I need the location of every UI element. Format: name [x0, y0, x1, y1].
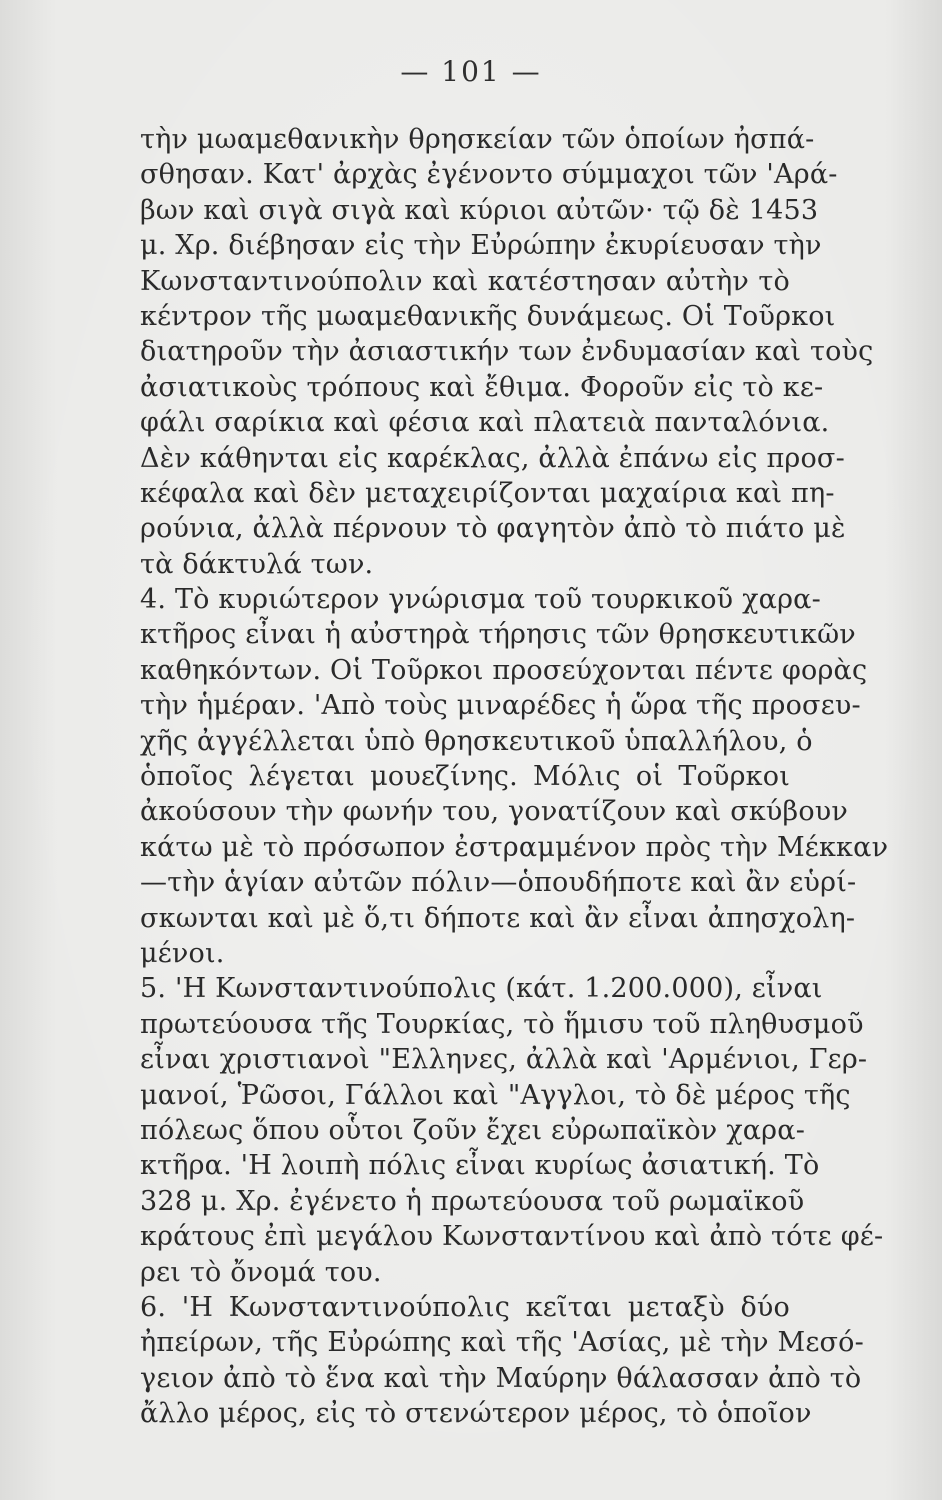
- text-line: τὴν ἡμέραν. 'Απὸ τοὺς μιναρέδες ἡ ὥρα τῆς προσευ-: [140, 690, 861, 722]
- text-line: κτῆρα. 'Η λοιπὴ πόλις εἶναι κυρίως ἀσιατική. Τὸ: [140, 1150, 820, 1182]
- text-line: φάλι σαρίκια καὶ φέσια καὶ πλατειὰ πανταλόνια.: [140, 407, 830, 439]
- text-line: Δὲν κάθηνται εἰς καρέκλας, ἀλλὰ ἐπάνω εἰς προσ-: [140, 442, 845, 474]
- text-line: χῆς ἀγγέλλεται ὑπὸ θρησκευτικοῦ ὑπαλλήλου, ὁ: [140, 725, 813, 757]
- text-line: ὁποῖος λέγεται μουεζίνης. Μόλις οἱ Τοῦρκοι: [140, 761, 790, 793]
- text-line: κράτους ἐπὶ μεγάλου Κωνσταντίνου καὶ ἀπὸ τότε φέ-: [140, 1221, 884, 1253]
- text-line: ἄλλο μέρος, εἰς τὸ στενώτερον μέρος, τὸ ὁποῖον: [140, 1398, 812, 1430]
- text-line: 4. Τὸ κυριώτερον γνώρισμα τοῦ τουρκικοῦ χαρα-: [140, 584, 821, 616]
- text-line: σκωνται καὶ μὲ ὅ,τι δήποτε καὶ ἂν εἶναι ἀπησχολη-: [140, 902, 856, 934]
- text-line: πόλεως ὅπου οὗτοι ζοῦν ἔχει εὐρωπαϊκὸν χαρα-: [140, 1114, 806, 1146]
- text-line: κέντρον τῆς μωαμεθανικῆς δυνάμεως. Οἱ Τοῦρκοι: [140, 300, 836, 332]
- text-line: 5. 'Η Κωνσταντινούπολις (κάτ. 1.200.000), εἶναι: [140, 973, 823, 1005]
- text-line: τὴν μωαμεθανικὴν θρησκείαν τῶν ὁποίων ἠσπά-: [140, 124, 815, 155]
- text-line: 6. 'Η Κωνσταντινούπολις κεῖται μεταξὺ δύο: [140, 1291, 790, 1323]
- text-line: ἀκούσουν τὴν φωνήν του, γονατίζουν καὶ σκύβουν: [140, 796, 849, 828]
- text-line: πρωτεύουσα τῆς Τουρκίας, τὸ ἥμισυ τοῦ πληθυσμοῦ: [140, 1008, 864, 1040]
- page-number: — 101 —: [400, 55, 542, 88]
- text-line: σθησαν. Κατ' ἀρχὰς ἐγένοντο σύμμαχοι τῶν 'Αρά-: [140, 159, 838, 191]
- text-line: —τὴν ἁγίαν αὐτῶν πόλιν—ὁπουδήποτε καὶ ἂν εὑρί-: [140, 867, 857, 899]
- text-line: γειον ἀπὸ τὸ ἕνα καὶ τὴν Μαύρην θάλασσαν ἀπὸ τὸ: [140, 1362, 862, 1394]
- text-line: καθηκόντων. Οἱ Τοῦρκοι προσεύχονται πέντε φορὰς: [140, 654, 868, 686]
- text-line: διατηροῦν τὴν ἀσιαστικήν των ἐνδυμασίαν καὶ τοὺς: [140, 336, 874, 368]
- text-line: μανοί, Ῥῶσοι, Γάλλοι καὶ "Αγγλοι, τὸ δὲ μέρος τῆς: [140, 1079, 851, 1111]
- text-line: ἀσιατικοὺς τρόπους καὶ ἔθιμα. Φοροῦν εἰς τὸ κε-: [140, 371, 824, 403]
- text-line: κτῆρος εἶναι ἡ αὐστηρὰ τήρησις τῶν θρησκευτικῶν: [140, 619, 856, 651]
- text-line: κάτω μὲ τὸ πρόσωπον ἐστραμμένον πρὸς τὴν Μέκκαν: [140, 831, 889, 863]
- text-line: μ. Χρ. διέβησαν εἰς τὴν Εὐρώπην ἐκυρίευσαν τὴν: [140, 230, 822, 262]
- text-line: ἠπείρων, τῆς Εὐρώπης καὶ τῆς 'Ασίας, μὲ τὴν Μεσό-: [140, 1327, 864, 1359]
- text-line: βων καὶ σιγὰ σιγὰ καὶ κύριοι αὐτῶν· τῷ δὲ 1453: [140, 194, 819, 226]
- text-line: 328 μ. Χρ. ἐγένετο ἡ πρωτεύουσα τοῦ ρωμαϊκοῦ: [140, 1185, 805, 1217]
- text-line: εἶναι χριστιανοὶ "Ελληνες, ἀλλὰ καὶ 'Αρμένιοι, Γερ-: [140, 1044, 868, 1076]
- text-line: ρούνια, ἀλλὰ πέρνουν τὸ φαγητὸν ἀπὸ τὸ πιάτο μὲ: [140, 513, 846, 545]
- text-line: Κωνσταντινούπολιν καὶ κατέστησαν αὐτὴν τὸ: [140, 265, 790, 297]
- text-line: κέφαλα καὶ δὲν μεταχειρίζονται μαχαίρια καὶ πη-: [140, 477, 835, 509]
- text-line: ρει τὸ ὄνομά του.: [140, 1256, 382, 1288]
- text-line: μένοι.: [140, 937, 225, 969]
- body-text: [140, 122, 889, 1431]
- text-line: τὰ δάκτυλά των.: [140, 548, 374, 580]
